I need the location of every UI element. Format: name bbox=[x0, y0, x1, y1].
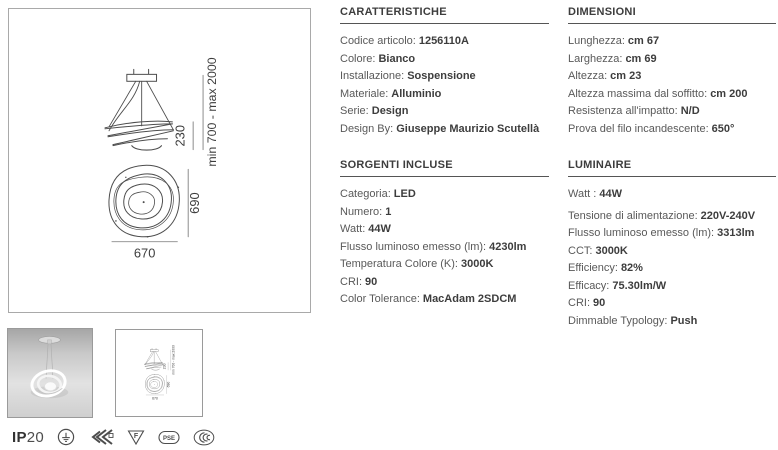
technical-drawing-svg bbox=[9, 9, 310, 312]
spec-value: 3000K bbox=[461, 258, 494, 270]
spec-value: 3000K bbox=[595, 244, 628, 257]
drawing-thumbnail[interactable] bbox=[115, 329, 203, 417]
spec-value: 220V-240V bbox=[700, 209, 756, 222]
spec-row bbox=[568, 121, 776, 139]
spec-row bbox=[568, 243, 776, 261]
triple-chevron-certification-icon bbox=[88, 428, 114, 446]
spec-row bbox=[340, 186, 549, 204]
spec-value: Sospensione bbox=[407, 70, 476, 82]
spec-label: Resistenza all'impatto: bbox=[568, 105, 678, 117]
section-luminaire bbox=[568, 159, 776, 330]
spec-label: Lunghezza: bbox=[568, 35, 625, 47]
spec-row bbox=[568, 68, 776, 86]
spec-label: Prova del filo incandescente: bbox=[568, 122, 709, 135]
dim-width-label: 670 bbox=[133, 245, 156, 261]
section-dimensioni bbox=[568, 6, 776, 138]
section-sorgenti-incluse bbox=[340, 159, 549, 309]
spec-value: 75.30lm/W bbox=[612, 279, 667, 292]
spec-row bbox=[340, 121, 549, 139]
product-photo-thumbnail[interactable] bbox=[7, 328, 93, 418]
spec-value: cm 200 bbox=[710, 87, 748, 100]
spec-label: Materiale: bbox=[340, 87, 389, 100]
section-title-luminaire: LUMINAIRE bbox=[568, 159, 776, 177]
spec-label: CRI: bbox=[340, 275, 362, 288]
spec-label: Design By: bbox=[340, 122, 394, 135]
spec-value: cm 67 bbox=[627, 35, 660, 47]
spec-row bbox=[568, 86, 776, 104]
spec-row bbox=[340, 291, 549, 309]
spec-value: Giuseppe Maurizio Scutellà bbox=[396, 122, 540, 135]
spec-row bbox=[340, 221, 549, 239]
spec-label: Codice articolo: bbox=[340, 35, 416, 47]
spec-label: Categoria: bbox=[340, 188, 391, 200]
spec-column-right bbox=[568, 6, 776, 330]
spec-value: 44W bbox=[599, 188, 622, 200]
spec-row bbox=[568, 33, 776, 51]
dim-depth-label: 690 bbox=[187, 192, 203, 214]
ip-rating-prefix: IP bbox=[12, 428, 27, 446]
spec-label: Temperatura Colore (K): bbox=[340, 258, 458, 270]
certification-row bbox=[12, 426, 216, 448]
spec-value: 3313lm bbox=[717, 227, 755, 239]
spec-label: Installazione: bbox=[340, 70, 405, 82]
section-title-sorgenti: SORGENTI INCLUSE bbox=[340, 159, 549, 177]
ip-rating-value: 20 bbox=[26, 428, 45, 446]
spec-value: Push bbox=[670, 314, 698, 327]
dim-suspension-label: min 700 - max 2000 bbox=[204, 57, 219, 167]
spec-value: 90 bbox=[365, 275, 378, 288]
spec-row bbox=[568, 208, 776, 226]
spec-label: Efficacy: bbox=[568, 279, 610, 292]
spec-label: Watt: bbox=[340, 223, 366, 235]
spec-value: LED bbox=[393, 188, 416, 200]
spec-value: 82% bbox=[620, 262, 643, 274]
spec-label: Dimmable Typology: bbox=[568, 314, 668, 327]
spec-row bbox=[340, 204, 549, 222]
spec-value: 90 bbox=[593, 297, 606, 309]
spec-value: MacAdam 2SDCM bbox=[422, 293, 517, 305]
spec-row bbox=[568, 260, 776, 278]
dimension-lines-side bbox=[193, 75, 203, 149]
spec-row bbox=[568, 295, 776, 313]
drawing-thumbnail-svg bbox=[118, 332, 200, 414]
spec-label: Watt : bbox=[568, 188, 597, 200]
dim-body-height-label: 230 bbox=[172, 125, 188, 147]
technical-drawing-box bbox=[8, 8, 311, 313]
spec-label: Colore: bbox=[340, 52, 376, 65]
section-title-caratteristiche: CARATTERISTICHE bbox=[340, 6, 549, 24]
svg-text:F: F bbox=[133, 432, 139, 440]
spec-value: 44W bbox=[368, 223, 391, 235]
spec-label: Altezza: bbox=[568, 70, 608, 82]
spec-row bbox=[568, 278, 776, 296]
spec-row bbox=[568, 313, 776, 331]
spec-value: cm 69 bbox=[625, 52, 657, 65]
spec-column-left bbox=[340, 6, 549, 309]
pse-mark-icon bbox=[158, 430, 180, 445]
spec-row bbox=[340, 103, 549, 121]
spec-value: 4230lm bbox=[489, 240, 527, 253]
section-caratteristiche bbox=[340, 6, 549, 138]
earth-ground-icon bbox=[57, 428, 75, 446]
spec-label: CRI: bbox=[568, 297, 590, 309]
spec-row bbox=[340, 256, 549, 274]
spec-value: cm 23 bbox=[610, 70, 642, 82]
dimension-lines-top bbox=[112, 169, 188, 241]
spec-label: Tensione di alimentazione: bbox=[568, 209, 698, 222]
spec-row bbox=[568, 186, 776, 204]
spec-value: Alluminio bbox=[391, 87, 442, 100]
spec-value: 1256110A bbox=[418, 35, 469, 47]
f-mark-triangle-icon bbox=[127, 429, 145, 446]
spec-row bbox=[568, 51, 776, 69]
spec-row bbox=[568, 225, 776, 243]
lamp-body-side-view bbox=[105, 121, 173, 150]
spec-row bbox=[340, 274, 549, 292]
spec-label: Altezza massima dal soffitto: bbox=[568, 87, 708, 100]
spec-row bbox=[340, 68, 549, 86]
section-title-dimensioni: DIMENSIONI bbox=[568, 6, 776, 24]
suspension-cables bbox=[109, 81, 173, 131]
spec-row bbox=[340, 86, 549, 104]
spec-label: Larghezza: bbox=[568, 52, 623, 65]
spec-row bbox=[568, 103, 776, 121]
ccc-mark-icon bbox=[193, 429, 216, 446]
spec-label: Efficiency: bbox=[568, 262, 618, 274]
spec-value: Bianco bbox=[378, 52, 416, 65]
lamp-top-view-rings bbox=[109, 165, 179, 237]
spec-label: CCT: bbox=[568, 244, 593, 257]
product-photo-illustration bbox=[8, 329, 92, 417]
spec-value: Design bbox=[371, 105, 409, 117]
svg-text:PSE: PSE bbox=[163, 435, 176, 442]
canopy-side-view bbox=[127, 69, 157, 81]
spec-label: Serie: bbox=[340, 105, 369, 117]
spec-value: N/D bbox=[680, 105, 700, 117]
spec-row bbox=[340, 239, 549, 257]
spec-row bbox=[340, 33, 549, 51]
ip-rating bbox=[12, 429, 44, 446]
spec-label: Flusso luminoso emesso (lm): bbox=[340, 240, 487, 253]
spec-label: Flusso luminoso emesso (lm): bbox=[568, 227, 715, 239]
spec-row bbox=[340, 51, 549, 69]
spec-label: Numero: bbox=[340, 205, 383, 218]
spec-value: 650° bbox=[711, 122, 735, 135]
spec-label: Color Tolerance: bbox=[340, 293, 420, 305]
spec-value: 1 bbox=[385, 205, 392, 218]
